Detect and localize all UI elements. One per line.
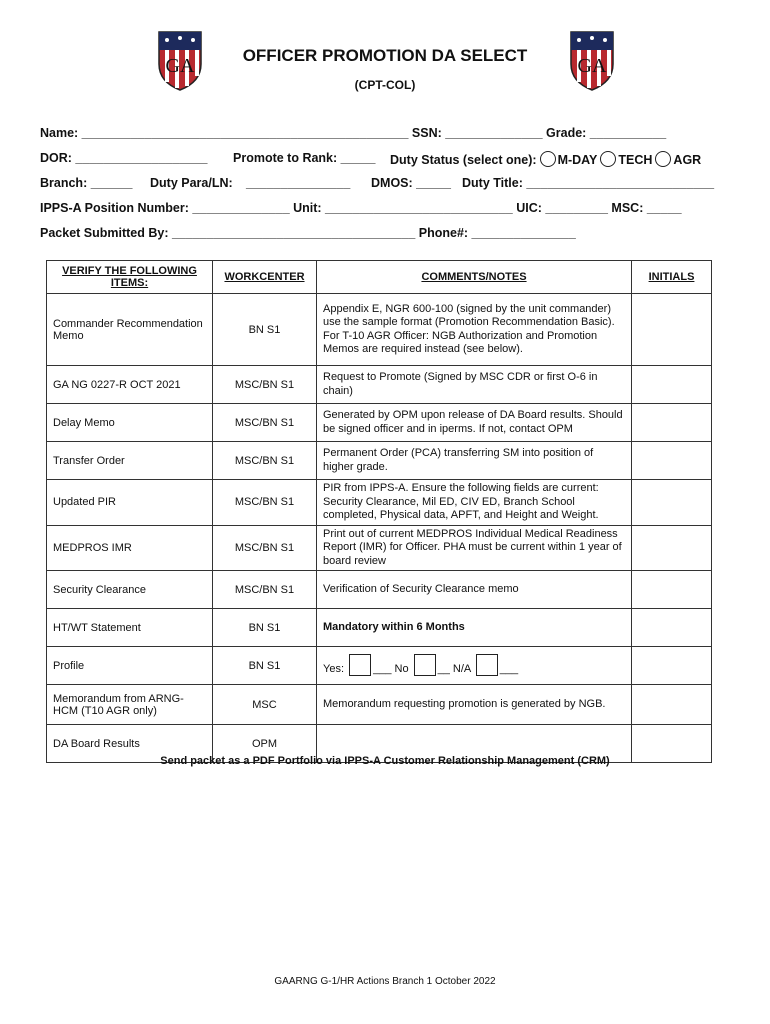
dor-field[interactable]: DOR: ___________________ xyxy=(40,151,208,165)
submission-instruction: Send packet as a PDF Portfolio via IPPS-A Customer Relationship Management (CRM) xyxy=(160,755,610,767)
table-row xyxy=(47,525,712,571)
item-cell: Transfer Order xyxy=(47,442,213,480)
table-row xyxy=(47,442,712,480)
initials-cell[interactable] xyxy=(632,480,712,526)
comment-cell: Memorandum requesting promotion is generated by NGB. xyxy=(317,685,632,725)
comment-cell: PIR from IPPS-A. Ensure the following fields are current: Security Clearance, Mil ED, CIV ED, Branch School completed, Physical data, APFT, and Height and Weight. xyxy=(317,480,632,526)
radio-agr[interactable] xyxy=(655,151,671,167)
initials-cell[interactable] xyxy=(632,647,712,685)
profile-yes-checkbox[interactable] xyxy=(349,654,371,676)
duty-para-field[interactable]: _______________ xyxy=(246,176,351,190)
initials-cell[interactable] xyxy=(632,525,712,571)
ga-shield-logo-left xyxy=(153,28,207,92)
workcenter-cell: MSC/BN S1 xyxy=(213,571,317,609)
col-header-initials: INITIALS xyxy=(632,261,712,294)
initials-cell[interactable] xyxy=(632,685,712,725)
table-header-row xyxy=(47,261,712,294)
item-cell: Memorandum from ARNG-HCM (T10 AGR only) xyxy=(47,685,213,725)
item-cell: Security Clearance xyxy=(47,571,213,609)
page-subtitle: (CPT-COL) xyxy=(354,78,416,92)
packet-submitted-phone-field[interactable]: Packet Submitted By: ___________________________________ Phone#: _______________ xyxy=(40,226,576,240)
workcenter-cell: MSC/BN S1 xyxy=(213,366,317,404)
profile-options-cell: Yes: ___ No __ N/A ___ xyxy=(317,647,632,685)
workcenter-cell: OPM xyxy=(213,725,317,763)
col-header-workcenter: WORKCENTER xyxy=(213,261,317,294)
initials-cell[interactable] xyxy=(632,404,712,442)
profile-na-label: N/A xyxy=(452,663,471,676)
dmos-field[interactable]: DMOS: _____ xyxy=(371,176,451,190)
col-header-comments: COMMENTS/NOTES xyxy=(317,261,632,294)
workcenter-cell: MSC/BN S1 xyxy=(213,442,317,480)
workcenter-cell: BN S1 xyxy=(213,294,317,366)
profile-na-checkbox[interactable] xyxy=(476,654,498,676)
branch-field[interactable]: Branch: ______ xyxy=(40,176,133,190)
item-cell: HT/WT Statement xyxy=(47,609,213,647)
comment-cell: Generated by OPM upon release of DA Board results. Should be signed officer and in iperms. If not, contact OPM xyxy=(317,404,632,442)
profile-no-label: No xyxy=(394,663,409,676)
initials-cell[interactable] xyxy=(632,366,712,404)
ga-shield-logo-right xyxy=(565,28,619,92)
workcenter-cell: MSC/BN S1 xyxy=(213,404,317,442)
table-row xyxy=(47,404,712,442)
opt-tech-label: TECH xyxy=(618,153,653,167)
ippsa-unit-uic-msc-field[interactable]: IPPS-A Position Number: ______________ Unit: ___________________________ UIC: _________ MSC: _____ xyxy=(40,201,682,215)
item-cell: MEDPROS IMR xyxy=(47,525,213,571)
radio-mday[interactable] xyxy=(540,151,556,167)
initials-cell[interactable] xyxy=(632,294,712,366)
comment-cell: Mandatory within 6 Months xyxy=(317,609,632,647)
col-header-items: VERIFY THE FOLLOWING ITEMS: xyxy=(47,261,213,294)
table-row xyxy=(47,647,712,685)
initials-cell[interactable] xyxy=(632,571,712,609)
item-cell: Commander Recommendation Memo xyxy=(47,294,213,366)
table-row xyxy=(47,480,712,526)
svg-text:GA: GA xyxy=(165,55,195,77)
table-row xyxy=(47,609,712,647)
comment-cell: Print out of current MEDPROS Individual Medical Readiness Report (IMR) for Officer. PHA must be current within 1 year of board review xyxy=(317,525,632,571)
comment-cell: Permanent Order (PCA) transferring SM into position of higher grade. xyxy=(317,442,632,480)
opt-agr-label: AGR xyxy=(673,153,702,167)
svg-text:GA: GA xyxy=(577,55,607,77)
comment-cell: Verification of Security Clearance memo xyxy=(317,571,632,609)
workcenter-cell: MSC/BN S1 xyxy=(213,480,317,526)
workcenter-cell: BN S1 xyxy=(213,647,317,685)
opt-mday-label: M-DAY xyxy=(557,153,598,167)
workcenter-cell: MSC xyxy=(213,685,317,725)
workcenter-cell: MSC/BN S1 xyxy=(213,525,317,571)
comment-cell: Appendix E, NGR 600-100 (signed by the unit commander) use the sample format (Promotion Recommendation Basic). For T-10 AGR Officer: NGB Authorization and Promotion Memos are required instead (see below). xyxy=(317,294,632,366)
initials-cell[interactable] xyxy=(632,442,712,480)
table-row xyxy=(47,366,712,404)
comment-cell: Request to Promote (Signed by MSC CDR or first O-6 in chain) xyxy=(317,366,632,404)
initials-cell[interactable] xyxy=(632,609,712,647)
table-row xyxy=(47,685,712,725)
duty-status-group xyxy=(390,151,701,167)
radio-tech[interactable] xyxy=(600,151,616,167)
name-ssn-grade-field[interactable]: Name: _______________________________________________ SSN: ______________ Grade: ___________ xyxy=(40,126,667,140)
profile-yes-label: Yes: xyxy=(323,663,345,676)
duty-para-label: Duty Para/LN: xyxy=(150,176,233,190)
item-cell: Profile xyxy=(47,647,213,685)
checklist-table xyxy=(46,260,712,763)
page-title: OFFICER PROMOTION DA SELECT xyxy=(242,46,528,65)
duty-title-field[interactable]: Duty Title: ___________________________ xyxy=(462,176,715,190)
duty-status-label: Duty Status (select one): xyxy=(390,153,537,167)
table-row xyxy=(47,294,712,366)
profile-no-checkbox[interactable] xyxy=(414,654,436,676)
promote-to-rank-field[interactable]: Promote to Rank: _____ xyxy=(233,151,376,165)
page-footer: GAARNG G-1/HR Actions Branch 1 October 2022 xyxy=(274,976,496,987)
item-cell: GA NG 0227-R OCT 2021 xyxy=(47,366,213,404)
item-cell: DA Board Results xyxy=(47,725,213,763)
table-row xyxy=(47,571,712,609)
item-cell: Updated PIR xyxy=(47,480,213,526)
item-cell: Delay Memo xyxy=(47,404,213,442)
workcenter-cell: BN S1 xyxy=(213,609,317,647)
